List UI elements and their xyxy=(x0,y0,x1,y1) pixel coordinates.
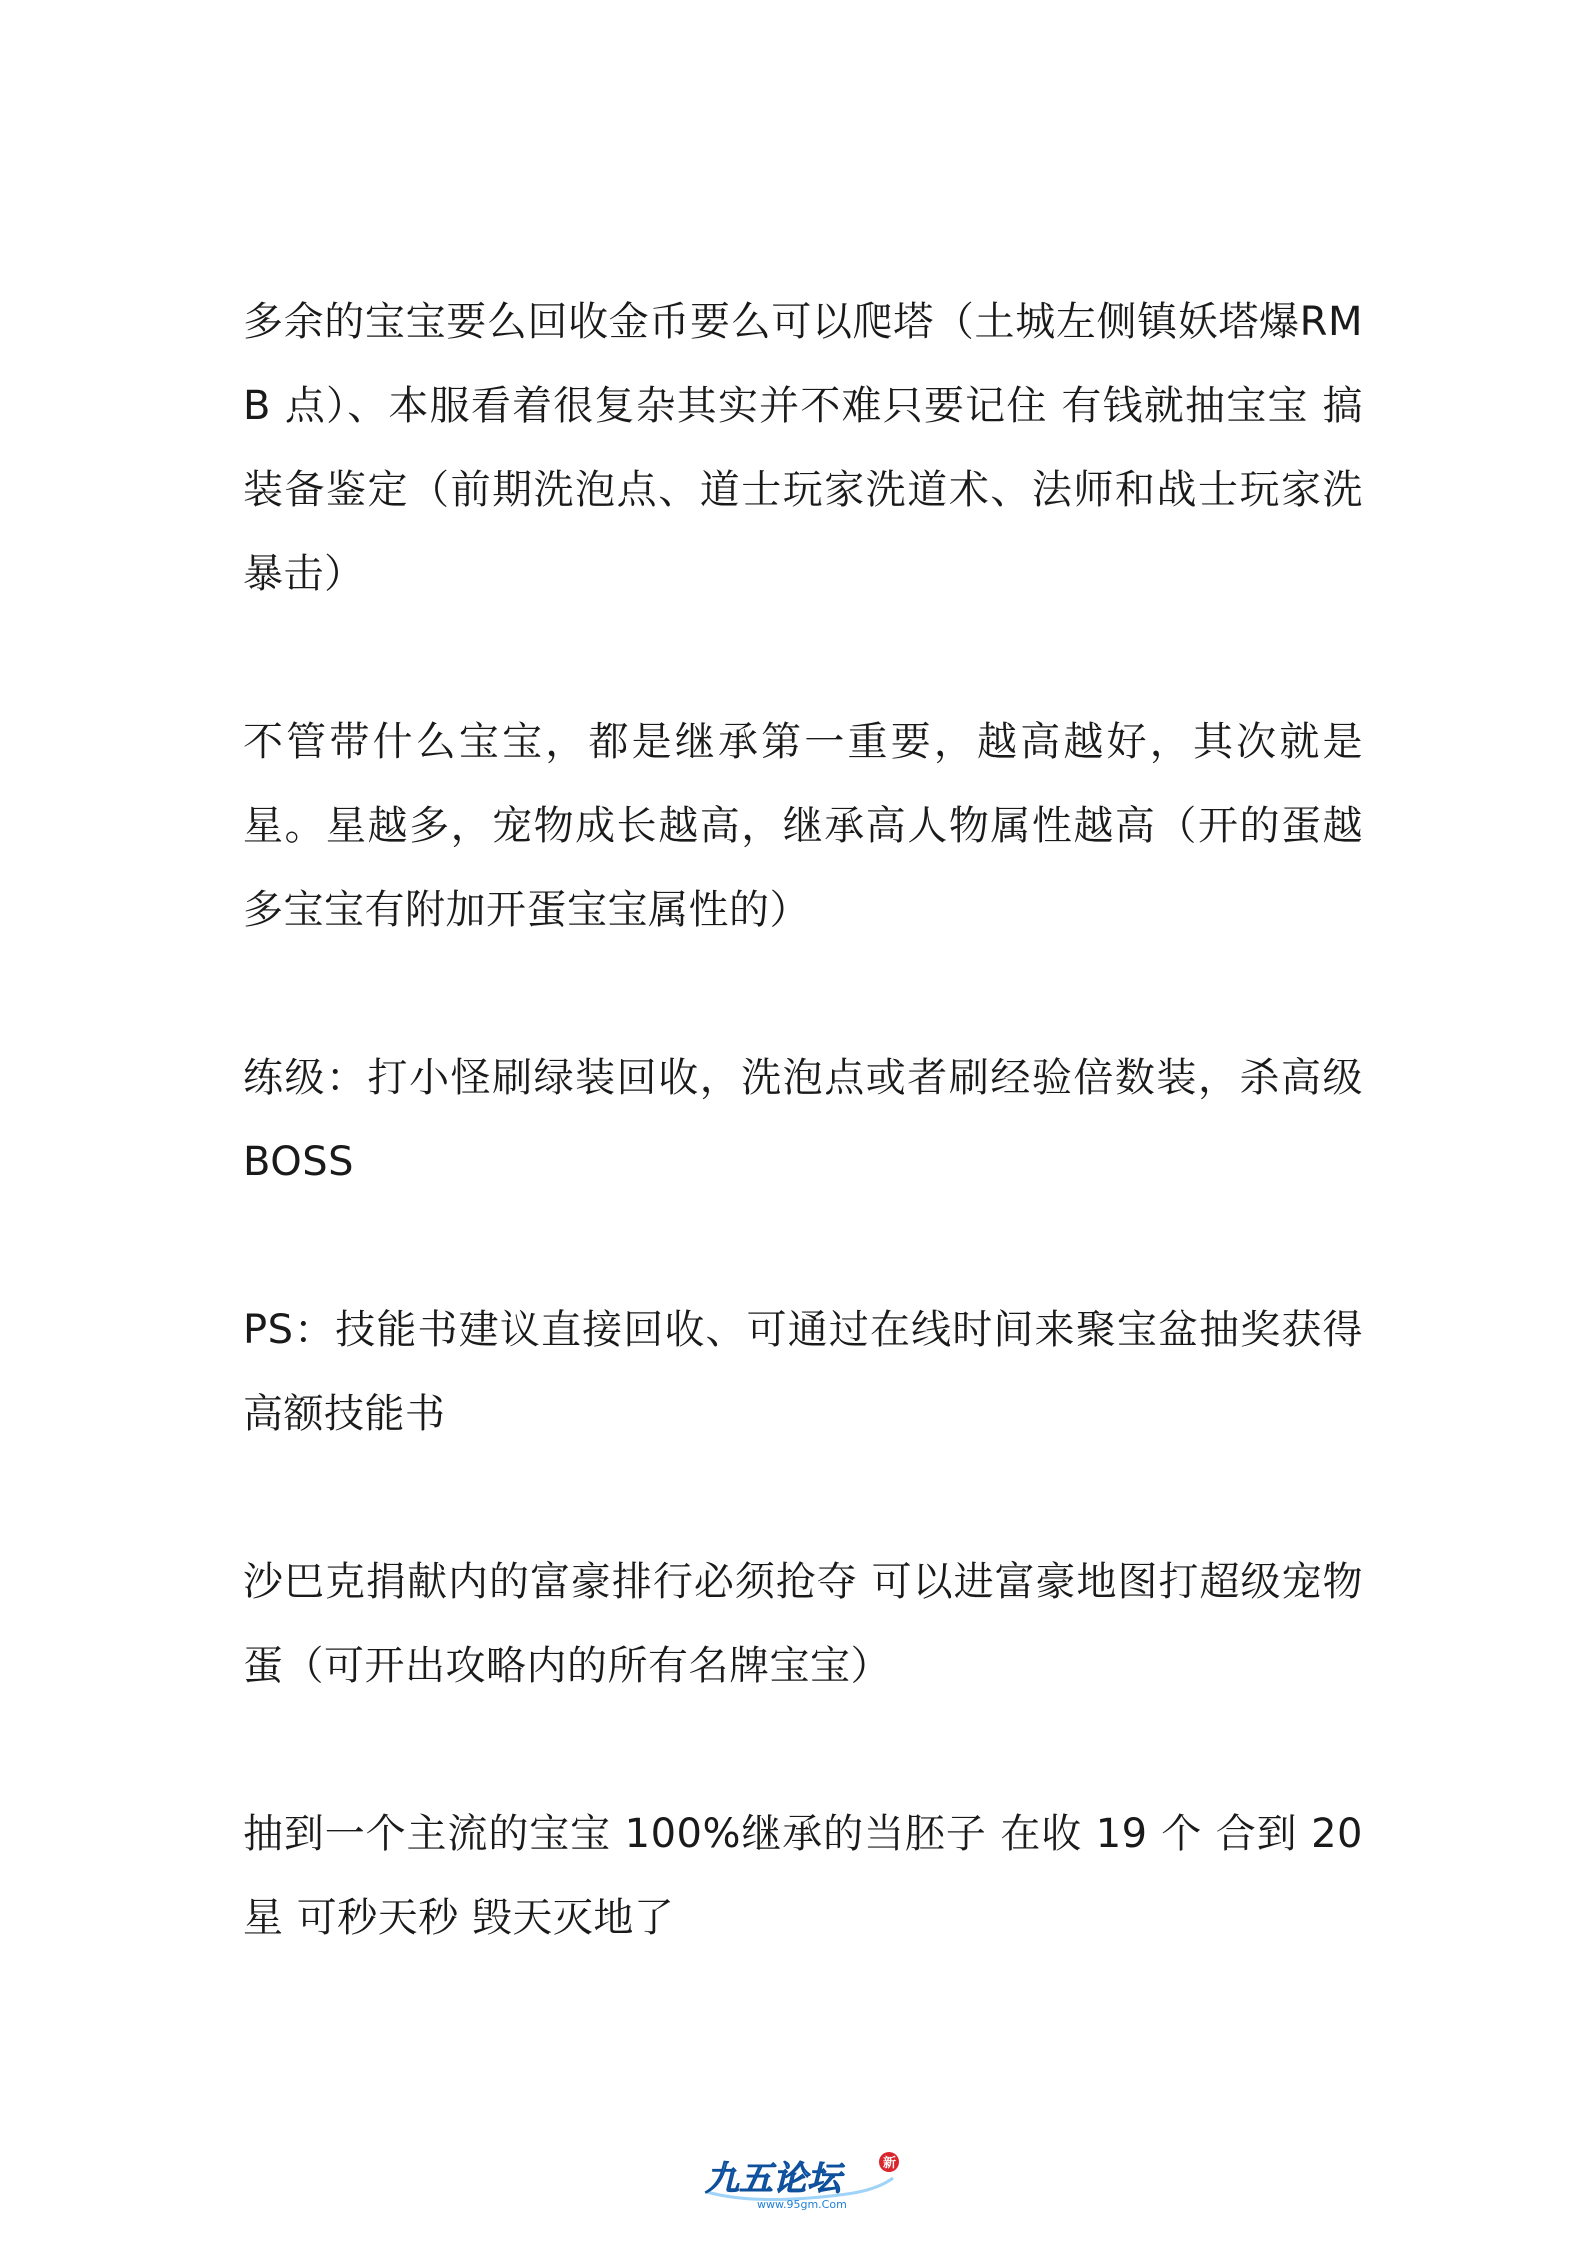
logo-url: www.95gm.Com xyxy=(757,2198,847,2211)
paragraph-leveling: 练级：打小怪刷绿装回收，洗泡点或者刷经验倍数装，杀高级 BOSS xyxy=(243,1055,1363,1185)
paragraph-shabak-ranking: 沙巴克捐献内的富豪排行必须抢夺 可以进富豪地图打超级宠物蛋（可开出攻略内的所有名牌宝宝） xyxy=(243,1559,1363,1689)
paragraph-skill-books: PS：技能书建议直接回收、可通过在线时间来聚宝盆抽奖获得高额技能书 xyxy=(243,1307,1363,1437)
document-body xyxy=(243,280,1363,1960)
paragraph-pet-recycling: 多余的宝宝要么回收金币要么可以爬塔（土城左侧镇妖塔爆RMB 点）、本服看着很复杂其实并不难只要记住 有钱就抽宝宝 搞装备鉴定（前期洗泡点、道士玩家洗道术、法师和战士玩家洗暴击） xyxy=(243,299,1363,597)
logo-text: 九五论坛 xyxy=(705,2159,841,2199)
paragraph-merge-stars: 抽到一个主流的宝宝 100%继承的当胚子 在收 19 个 合到 20 星 可秒天秒 毁天灭地了 xyxy=(243,1811,1363,1941)
footer-logo xyxy=(697,2148,907,2216)
paragraph-inheritance: 不管带什么宝宝，都是继承第一重要，越高越好，其次就是星。星越多，宠物成长越高，继承高人物属性越高（开的蛋越多宝宝有附加开蛋宝宝属性的） xyxy=(243,719,1363,933)
logo-badge: 新 xyxy=(883,2156,897,2171)
